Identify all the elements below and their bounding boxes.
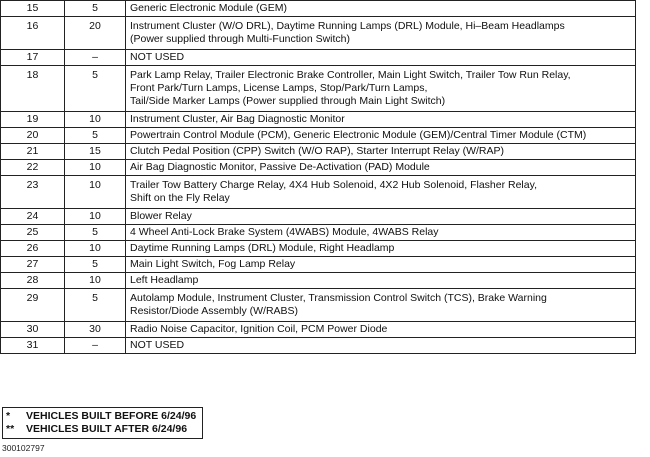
legend-mark: ** xyxy=(6,423,15,435)
circuit-line: Shift on the Fly Relay xyxy=(130,192,230,204)
circuit-line: Generic Electronic Module (GEM) xyxy=(130,2,287,14)
fuse-position-cell: 25 xyxy=(1,225,65,241)
fuse-position-cell: 27 xyxy=(1,257,65,273)
circuit-line: Park Lamp Relay, Trailer Electronic Brake Controller, Main Light Switch, Trailer Tow Run Relay, xyxy=(130,69,571,81)
fuse-amps-cell: 10 xyxy=(65,112,126,128)
fuse-amps-cell: 5 xyxy=(65,128,126,144)
fuse-circuits-cell xyxy=(126,17,636,50)
fuse-circuits-cell xyxy=(126,241,636,257)
fuse-position-cell: 30 xyxy=(1,322,65,338)
fuse-amps-cell: 20 xyxy=(65,17,126,50)
fuse-circuits-cell xyxy=(126,160,636,176)
legend-box xyxy=(2,407,203,439)
fuse-amps-cell: – xyxy=(65,338,126,354)
circuit-line: Clutch Pedal Position (CPP) Switch (W/O RAP), Starter Interrupt Relay (W/RAP) xyxy=(130,145,505,157)
fuse-amps-cell: 30 xyxy=(65,322,126,338)
fuse-circuits-cell xyxy=(126,112,636,128)
fuse-row xyxy=(1,160,636,176)
fuse-position-cell: 26 xyxy=(1,241,65,257)
fuse-position-cell: 31 xyxy=(1,338,65,354)
circuit-line: Blower Relay xyxy=(130,210,192,222)
fuse-circuits-cell xyxy=(126,289,636,322)
fuse-position-cell: 24 xyxy=(1,209,65,225)
circuit-line: Instrument Cluster, Air Bag Diagnostic Monitor xyxy=(130,113,345,125)
fuse-table-body xyxy=(1,1,636,354)
fuse-position-cell: 17 xyxy=(1,50,65,66)
fuse-position-cell: 23 xyxy=(1,176,65,209)
fuse-row xyxy=(1,209,636,225)
fuse-circuits-cell xyxy=(126,338,636,354)
fuse-amps-cell: 10 xyxy=(65,176,126,209)
fuse-circuits-cell xyxy=(126,128,636,144)
fuse-position-cell: 21 xyxy=(1,144,65,160)
fuse-circuits-cell xyxy=(126,209,636,225)
fuse-amps-cell: 10 xyxy=(65,273,126,289)
circuit-line: Left Headlamp xyxy=(130,274,199,286)
fuse-row xyxy=(1,257,636,273)
fuse-row xyxy=(1,128,636,144)
circuit-line: 4 Wheel Anti-Lock Brake System (4WABS) Module, 4WABS Relay xyxy=(130,226,439,238)
fuse-position-cell: 22 xyxy=(1,160,65,176)
fuse-amps-cell: 5 xyxy=(65,1,126,17)
fuse-row xyxy=(1,322,636,338)
fuse-circuits-cell xyxy=(126,322,636,338)
fuse-row xyxy=(1,176,636,209)
circuit-line: Trailer Tow Battery Charge Relay, 4X4 Hub Solenoid, 4X2 Hub Solenoid, Flasher Relay, xyxy=(130,179,537,191)
fuse-row xyxy=(1,112,636,128)
legend-row-before xyxy=(6,410,196,423)
legend-text: VEHICLES BUILT AFTER 6/24/96 xyxy=(26,423,188,435)
fuse-position-cell: 28 xyxy=(1,273,65,289)
legend-mark: * xyxy=(6,410,11,422)
fuse-position-cell: 19 xyxy=(1,112,65,128)
circuit-line: Tail/Side Marker Lamps (Power supplied through Main Light Switch) xyxy=(130,95,446,107)
fuse-circuits-cell xyxy=(126,50,636,66)
circuit-line: Daytime Running Lamps (DRL) Module, Right Headlamp xyxy=(130,242,395,254)
fuse-amps-cell: 15 xyxy=(65,144,126,160)
fuse-circuits-cell xyxy=(126,1,636,17)
circuit-line: NOT USED xyxy=(130,339,185,351)
circuit-line: (Power supplied through Multi-Function Switch) xyxy=(130,33,351,45)
fuse-amps-cell: 10 xyxy=(65,160,126,176)
fuse-amps-cell: 10 xyxy=(65,241,126,257)
fuse-amps-cell: 5 xyxy=(65,257,126,273)
fuse-position-cell: 16 xyxy=(1,17,65,50)
fuse-row xyxy=(1,225,636,241)
fuse-row xyxy=(1,338,636,354)
circuit-line: Powertrain Control Module (PCM), Generic Electronic Module (GEM)/Central Timer Module (CTM) xyxy=(130,129,587,141)
fuse-row xyxy=(1,144,636,160)
fuse-circuits-cell xyxy=(126,176,636,209)
circuit-line: Autolamp Module, Instrument Cluster, Transmission Control Switch (TCS), Brake Warning xyxy=(130,292,547,304)
circuit-line: Front Park/Turn Lamps, License Lamps, Stop/Park/Turn Lamps, xyxy=(130,82,428,94)
fuse-row xyxy=(1,1,636,17)
fuse-amps-cell: 10 xyxy=(65,209,126,225)
fuse-circuits-cell xyxy=(126,225,636,241)
circuit-line: Resistor/Diode Assembly (W/RABS) xyxy=(130,305,299,317)
fuse-row xyxy=(1,241,636,257)
legend-row-after xyxy=(6,423,196,436)
fuse-amps-cell: – xyxy=(65,50,126,66)
fuse-amps-cell: 5 xyxy=(65,289,126,322)
fuse-circuits-cell xyxy=(126,273,636,289)
fuse-position-cell: 15 xyxy=(1,1,65,17)
circuit-line: Air Bag Diagnostic Monitor, Passive De-Activation (PAD) Module xyxy=(130,161,430,173)
fuse-amps-cell: 5 xyxy=(65,225,126,241)
circuit-line: Main Light Switch, Fog Lamp Relay xyxy=(130,258,296,270)
fuse-position-cell: 20 xyxy=(1,128,65,144)
fuse-row xyxy=(1,17,636,50)
fuse-position-cell: 18 xyxy=(1,66,65,112)
circuit-line: NOT USED xyxy=(130,51,185,63)
fuse-position-cell: 29 xyxy=(1,289,65,322)
fuse-amps-cell: 5 xyxy=(65,66,126,112)
fuse-row xyxy=(1,289,636,322)
fuse-row xyxy=(1,50,636,66)
figure-id: 300102797 xyxy=(2,443,45,453)
fuse-row xyxy=(1,66,636,112)
fuse-circuits-cell xyxy=(126,66,636,112)
circuit-line: Radio Noise Capacitor, Ignition Coil, PCM Power Diode xyxy=(130,323,388,335)
fuse-circuits-cell xyxy=(126,144,636,160)
fuse-row xyxy=(1,273,636,289)
fuse-circuits-cell xyxy=(126,257,636,273)
legend-text: VEHICLES BUILT BEFORE 6/24/96 xyxy=(26,410,197,422)
circuit-line: Instrument Cluster (W/O DRL), Daytime Running Lamps (DRL) Module, Hi–Beam Headlamps xyxy=(130,20,565,32)
